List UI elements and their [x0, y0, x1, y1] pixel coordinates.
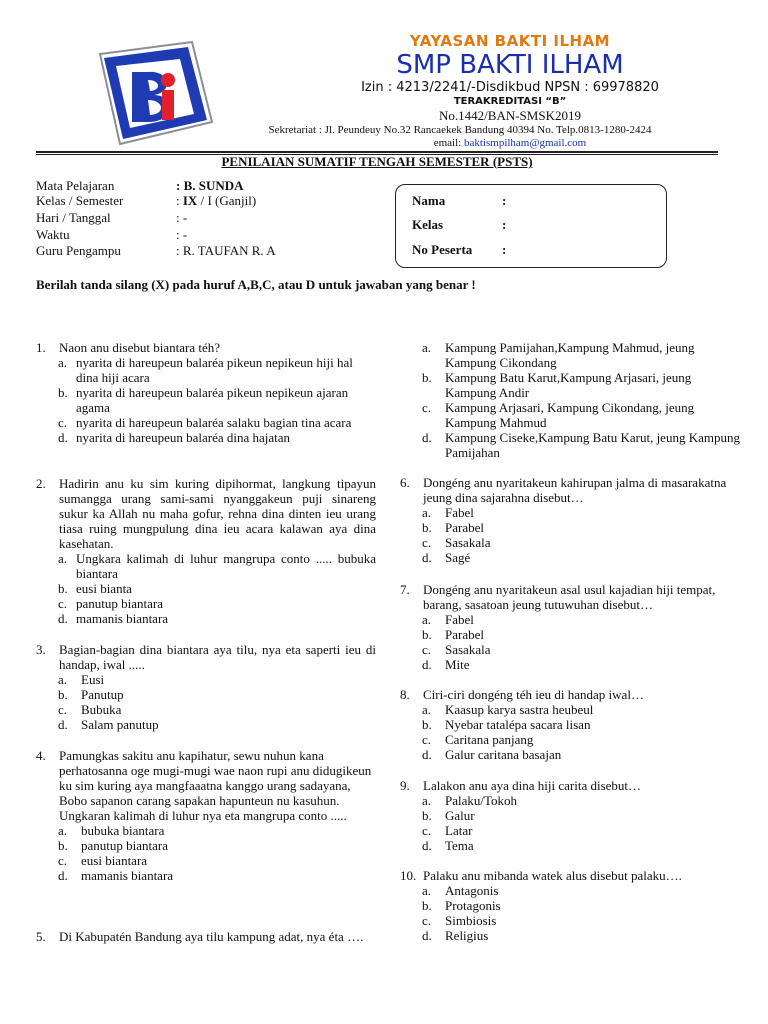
info-subject-label: Mata Pelajaran — [36, 178, 115, 193]
option-letter: c. — [58, 596, 68, 611]
school-address: Sekretariat : Jl. Peundeuy No.32 Rancaekek Bandung 40394 No. Telp.0813-1280-2424 — [268, 124, 652, 136]
question-4 — [36, 748, 376, 883]
option-text: eusi biantara — [81, 853, 148, 868]
option-b[interactable] — [422, 627, 740, 642]
option-text: Kampung Batu Karut,Kampung Arjasari, jeung Kampung Andir — [445, 370, 692, 400]
option-text: Palaku/Tokoh — [445, 793, 518, 808]
option-d[interactable] — [58, 430, 358, 445]
option-letter: c. — [422, 400, 432, 415]
option-text: Antagonis — [445, 883, 499, 898]
option-text: mamanis biantara — [76, 611, 169, 626]
question-2 — [36, 476, 376, 626]
option-letter: d. — [422, 928, 432, 943]
option-letter: c. — [422, 642, 432, 657]
option-letter: c. — [58, 702, 68, 717]
option-letter: d. — [422, 838, 432, 853]
option-text: Galur caritana basajan — [445, 747, 562, 762]
question-number: 9. — [400, 778, 410, 793]
option-letter: a. — [58, 551, 68, 566]
option-text: nyarita di hareupeun balaréa salaku bagian tina acara — [76, 415, 352, 430]
option-text: Protagonis — [445, 898, 501, 913]
student-identity-box — [395, 184, 667, 268]
option-letter: b. — [422, 717, 432, 732]
option-b[interactable] — [58, 581, 376, 596]
option-text: eusi bianta — [76, 581, 132, 596]
info-subject-value: : B. SUNDA — [176, 178, 244, 193]
question-8 — [400, 687, 740, 762]
option-letter: a. — [422, 883, 432, 898]
option-letter: d. — [58, 430, 68, 445]
option-a[interactable] — [58, 672, 376, 687]
option-a[interactable] — [422, 883, 740, 898]
option-text: Salam panutup — [81, 717, 159, 732]
option-text: Eusi — [81, 672, 105, 687]
question-5-options — [422, 340, 742, 460]
email-link[interactable]: baktismpilham@gmail.com — [463, 137, 587, 149]
question-text: Pamungkas sakitu anu kapihatur, sewu nuhun kana perhatosanna oge mugi-mugi wae naon rupi anu didugikeun ku sim kuring aya mangfaaatna kanggo urang sadayana, Bobo sapanon carang sapakan hapunteun nu kasuhun. — [59, 748, 372, 808]
option-letter: d. — [58, 717, 68, 732]
option-letter: b. — [422, 898, 432, 913]
option-text: nyarita di hareupeun balaréa pikeun nepikeun ajaran agama — [76, 385, 349, 415]
option-letter: b. — [422, 520, 432, 535]
option-b[interactable] — [58, 838, 376, 853]
option-a[interactable] — [422, 612, 740, 627]
option-text: Simbiosis — [445, 913, 497, 928]
option-a[interactable] — [58, 355, 358, 385]
email-line — [300, 137, 720, 149]
option-c[interactable] — [58, 702, 376, 717]
question-text: Ciri-ciri dongéng téh ieu di handap iwal… — [423, 687, 644, 702]
option-text: Bubuka — [81, 702, 122, 717]
identity-name-label: Nama — [412, 193, 446, 208]
option-d[interactable] — [58, 717, 376, 732]
info-subject — [36, 178, 244, 194]
question-3 — [36, 642, 376, 732]
header-divider — [36, 151, 718, 153]
option-letter: a. — [422, 702, 432, 717]
option-letter: a. — [422, 612, 432, 627]
identity-class-label: Kelas — [412, 217, 444, 232]
identity-number-row[interactable] — [412, 242, 506, 258]
question-text: Dongéng anu nyaritakeun kahirupan jalma di masarakatna jeung dina sajarahna disebut… — [423, 475, 727, 505]
option-c[interactable] — [58, 596, 376, 611]
school-name: SMP BAKTI ILHAM — [396, 50, 624, 80]
accreditation-number: No.1442/BAN-SMSK2019 — [439, 108, 581, 123]
identity-number-label: No Peserta — [412, 242, 473, 257]
option-text: Nyebar tatalépa sacara lisan — [445, 717, 591, 732]
question-text-continuation: Ungkaran kalimah di luhur nya eta mangrupa conto ..... — [59, 808, 347, 823]
question-1 — [36, 340, 376, 445]
info-time — [36, 227, 187, 243]
option-a[interactable] — [422, 340, 742, 370]
question-number: 10. — [400, 868, 417, 883]
option-text: Fabel — [445, 505, 474, 520]
option-letter: b. — [58, 581, 68, 596]
question-5 — [36, 929, 376, 944]
info-time-value: : - — [176, 227, 188, 242]
option-text: Sasakala — [445, 642, 491, 657]
option-b[interactable] — [422, 520, 740, 535]
option-text: Kaasup karya sastra heubeul — [445, 702, 594, 717]
option-d[interactable] — [422, 550, 740, 565]
option-letter: a. — [422, 340, 432, 355]
option-letter: d. — [58, 868, 68, 883]
option-text: Sasakala — [445, 535, 491, 550]
option-a[interactable] — [422, 793, 740, 808]
exam-title: PENILAIAN SUMATIF TENGAH SEMESTER (PSTS) — [221, 154, 533, 169]
option-text: Parabel — [445, 520, 484, 535]
option-text: Galur — [445, 808, 475, 823]
option-c[interactable] — [422, 913, 740, 928]
option-b[interactable] — [422, 808, 740, 823]
option-b[interactable] — [422, 717, 740, 732]
option-d[interactable] — [422, 838, 740, 853]
option-letter: d. — [422, 657, 432, 672]
option-letter: b. — [422, 370, 432, 385]
option-text: Mite — [445, 657, 470, 672]
option-letter: c. — [422, 823, 432, 838]
email-label: email: — [433, 137, 462, 149]
info-day-value: : - — [176, 210, 188, 225]
option-a[interactable] — [58, 551, 376, 581]
option-letter: a. — [58, 672, 68, 687]
option-text: nyarita di hareupeun balaréa dina hajatan — [76, 430, 291, 445]
option-text: mamanis biantara — [81, 868, 174, 883]
identity-class-row[interactable] — [412, 217, 506, 233]
option-text: Kampung Arjasari, Kampung Cikondang, jeung Kampung Mahmud — [445, 400, 695, 430]
option-text: Kampung Pamijahan,Kampung Mahmud, jeung Kampung Cikondang — [445, 340, 695, 370]
option-text: Sagé — [445, 550, 471, 565]
question-text: Bagian-bagian dina biantara aya tilu, nya eta saperti ieu di handap, iwal ..... — [59, 642, 376, 672]
option-letter: a. — [58, 823, 68, 838]
option-text: bubuka biantara — [81, 823, 165, 838]
question-number: 7. — [400, 582, 410, 597]
option-b[interactable] — [422, 898, 740, 913]
option-letter: c. — [422, 535, 432, 550]
option-letter: b. — [422, 627, 432, 642]
option-c[interactable] — [422, 823, 740, 838]
option-text: Religius — [445, 928, 489, 943]
question-number: 2. — [36, 476, 46, 491]
option-letter: a. — [422, 793, 432, 808]
option-d[interactable] — [422, 928, 740, 943]
question-7 — [400, 582, 740, 672]
option-text: nyarita di hareupeun balaréa pikeun nepikeun hiji hal dina hiji acara — [76, 355, 353, 385]
option-c[interactable] — [58, 853, 376, 868]
option-text: Ungkara kalimah di luhur mangrupa conto ..... bubuka biantara — [76, 551, 376, 581]
question-number: 6. — [400, 475, 410, 490]
option-letter: c. — [422, 732, 432, 747]
option-d[interactable] — [58, 868, 376, 883]
info-class — [36, 193, 256, 209]
school-license: Izin : 4213/2241/-Disdikbud NPSN : 69978820 — [361, 80, 659, 95]
instruction: Berilah tanda silang (X) pada huruf A,B,C, atau D untuk jawaban yang benar ! — [36, 277, 476, 292]
option-letter: b. — [58, 687, 68, 702]
question-text: Palaku anu mibanda watek alus disebut palaku…. — [423, 868, 682, 883]
option-letter: a. — [422, 505, 432, 520]
option-d[interactable] — [58, 611, 376, 626]
info-teacher-label: Guru Pengampu — [36, 243, 121, 258]
option-b[interactable] — [58, 385, 358, 415]
option-text: Caritana panjang — [445, 732, 534, 747]
question-number: 4. — [36, 748, 46, 763]
option-text: panutup biantara — [76, 596, 163, 611]
school-logo — [88, 40, 218, 150]
option-text: Fabel — [445, 612, 474, 627]
option-letter: c. — [422, 913, 432, 928]
info-day-label: Hari / Tanggal — [36, 210, 111, 225]
identity-colon: : — [502, 242, 507, 257]
option-d[interactable] — [422, 430, 742, 460]
option-letter: b. — [58, 385, 68, 400]
option-text: panutup biantara — [81, 838, 168, 853]
identity-name-row[interactable] — [412, 193, 506, 209]
option-d[interactable] — [422, 747, 740, 762]
question-6 — [400, 475, 740, 565]
option-c[interactable] — [58, 415, 358, 430]
info-class-prefix: : — [176, 193, 183, 208]
option-c[interactable] — [422, 732, 740, 747]
question-10 — [400, 868, 740, 943]
option-letter: d. — [422, 550, 432, 565]
question-9 — [400, 778, 740, 853]
foundation-name: YAYASAN BAKTI ILHAM — [409, 32, 611, 50]
question-text: Hadirin anu ku sim kuring dipihormat, langkung tipayun sumangga urang sami-sami nyanggakeun puji sinareng sukur ka Allah nu maha gofur, rehna dina dinten ieu urang tiasa ruing mungpulung dina ieu acara kalawan aya dina kasehatan. — [59, 476, 376, 551]
info-time-label: Waktu — [36, 227, 70, 242]
option-a[interactable] — [422, 505, 740, 520]
question-number: 3. — [36, 642, 46, 657]
option-letter: c. — [58, 853, 68, 868]
option-a[interactable] — [422, 702, 740, 717]
question-text: Dongéng anu nyaritakeun asal usul kajadian hiji tempat, barang, sasatoan jeung tutuwuhan disebut… — [423, 582, 716, 612]
info-class-grade: IX — [182, 193, 198, 208]
question-number: 8. — [400, 687, 410, 702]
question-text: Di Kabupatén Bandung aya tilu kampung adat, nya éta …. — [59, 929, 364, 944]
option-letter: a. — [58, 355, 68, 370]
option-b[interactable] — [422, 370, 742, 400]
option-letter: d. — [58, 611, 68, 626]
question-number: 5. — [36, 929, 46, 944]
info-class-semester: / I (Ganjil) — [197, 193, 257, 208]
question-text: Lalakon anu aya dina hiji carita disebut… — [423, 778, 642, 793]
option-d[interactable] — [422, 657, 740, 672]
option-letter: b. — [422, 808, 432, 823]
question-text: Naon anu disebut biantara téh? — [59, 340, 220, 355]
option-c[interactable] — [422, 400, 742, 430]
option-text: Latar — [445, 823, 473, 838]
info-teacher — [36, 243, 276, 259]
option-text: Parabel — [445, 627, 484, 642]
option-b[interactable] — [58, 687, 376, 702]
option-a[interactable] — [58, 823, 376, 838]
option-c[interactable] — [422, 642, 740, 657]
accreditation: TERAKREDITASI “B” — [453, 96, 567, 107]
option-text: Kampung Ciseke,Kampung Batu Karut, jeung Kampung Pamijahan — [445, 430, 740, 460]
option-letter: d. — [422, 430, 432, 445]
option-letter: b. — [58, 838, 68, 853]
info-day — [36, 210, 187, 226]
info-teacher-value: : R. TAUFAN R. A — [176, 243, 276, 258]
option-text: Panutup — [81, 687, 124, 702]
option-text: Tema — [445, 838, 474, 853]
identity-colon: : — [502, 193, 507, 208]
question-number: 1. — [36, 340, 46, 355]
option-letter: c. — [58, 415, 68, 430]
info-class-label: Kelas / Semester — [36, 193, 124, 208]
option-c[interactable] — [422, 535, 740, 550]
identity-colon: : — [502, 217, 507, 232]
option-letter: d. — [422, 747, 432, 762]
